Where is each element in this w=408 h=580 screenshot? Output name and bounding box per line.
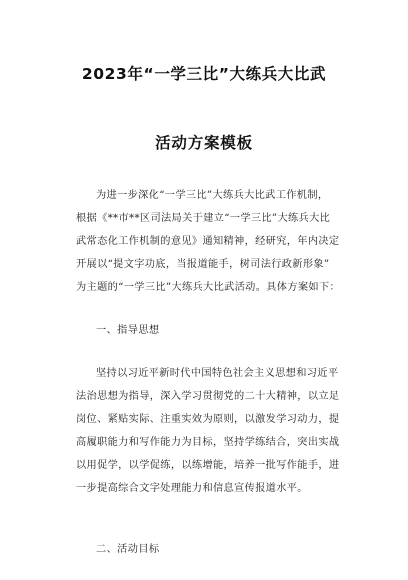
section1-paragraph-line: 坚持以习近平新时代中国特色社会主义思想和习近平 [96,368,339,379]
section1-paragraph-line: 以用促学，以学促练，以练增能，培养一批写作能手，进 [76,460,340,471]
section1-paragraph-line: 岗位、紧贴实际、注重实效为原则，以激发学习动力，提 [76,414,340,425]
section1-paragraph-line: 法治思想为指导，深入学习贯彻党的二十大精神，以立足 [76,391,340,402]
document-title: 2023年“一学三比”大练兵大比武 [81,65,327,83]
document-subtitle: 活动方案模板 [155,134,253,152]
intro-paragraph-line: 为进一步深化“一学三比”大练兵大比武工作机制， [96,190,329,201]
intro-paragraph-line: 根据《**市**区司法局关于建立“一学三比”大练兵大比 [76,213,331,224]
section-heading-guiding-ideology: 一、指导思想 [96,325,160,336]
intro-paragraph-line: 为主题的“一学三比”大练兵大比武活动。具体方案如下： [76,282,341,293]
intro-paragraph-line: 武常态化工作机制的意见》通知精神，经研究，年内决定 [76,236,340,247]
section1-paragraph-line: 一步提高综合文字处理能力和信息宣传报道水平。 [76,483,308,494]
section-heading-activity-goals: 二、活动目标 [96,544,160,555]
intro-paragraph-line: 开展以“提文字功底，当报道能手，树司法行政新形象” [76,259,330,270]
section1-paragraph-line: 高履职能力和写作能力为目标，坚持学练结合，突出实战 [76,437,340,448]
